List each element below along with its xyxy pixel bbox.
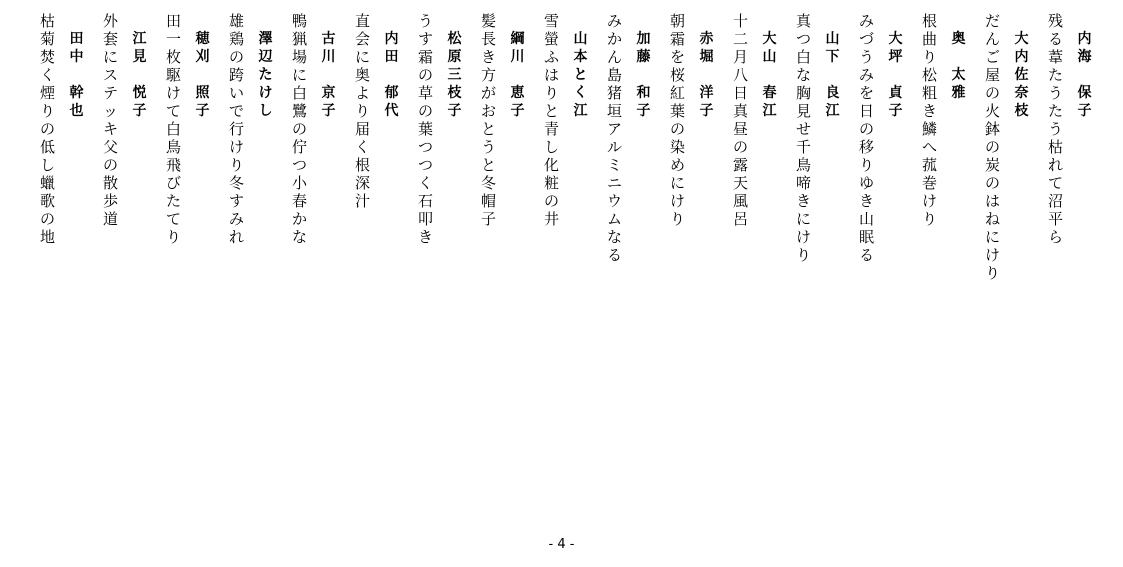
haiku-author: 大 山 春 江 <box>762 31 777 119</box>
haiku-author: 綱 川 恵 子 <box>510 31 525 119</box>
haiku-entry <box>33 12 91 282</box>
haiku-entry <box>474 12 532 282</box>
haiku-poem: 雪 螢 ふ は り と 青 し 化 粧 の 井 <box>543 12 559 228</box>
page-number: - 4 - <box>548 537 575 552</box>
haiku-entry <box>222 12 280 282</box>
haiku-author: 澤 辺 た け し <box>258 31 273 119</box>
haiku-entry <box>159 12 217 282</box>
haiku-author: 松 原 三 枝 子 <box>447 31 462 119</box>
haiku-poem: 外 套 に ス テ ッ キ 父 の 散 歩 道 <box>102 12 118 228</box>
haiku-poem: 直 会 に 奥 よ り 届 く 根 深 汁 <box>354 12 370 210</box>
haiku-poem: 枯 菊 焚 く 煙 り の 低 し 蠟 歌 の 地 <box>39 12 55 246</box>
haiku-entry <box>663 12 721 282</box>
haiku-entry <box>1041 12 1099 282</box>
haiku-poem: 残 る 葦 た う た う 枯 れ て 沼 平 ら <box>1047 12 1063 246</box>
haiku-entry <box>285 12 343 282</box>
haiku-poem: 鴨 猟 場 に 白 鷺 の 佇 つ 小 春 か な <box>291 12 307 246</box>
haiku-entry <box>348 12 406 282</box>
haiku-author: 山 下 良 江 <box>825 31 840 119</box>
haiku-author: 古 川 京 子 <box>321 31 336 119</box>
haiku-entry <box>789 12 847 282</box>
haiku-poem: 朝 霜 を 桜 紅 葉 の 染 め に け り <box>669 12 685 228</box>
haiku-entry <box>915 12 973 282</box>
haiku-poem: 根 曲 り 松 粗 き 鱗 へ 菰 巻 け り <box>921 12 937 228</box>
haiku-poem: 十 二 月 八 日 真 昼 の 露 天 風 呂 <box>732 12 748 228</box>
haiku-poem: み づ う み を 日 の 移 り ゆ き 山 眠 る <box>858 12 874 264</box>
haiku-entry <box>600 12 658 282</box>
haiku-author: 内 海 保 子 <box>1077 31 1092 119</box>
haiku-poem: 雄 鶏 の 跨 い で 行 け り 冬 す み れ <box>228 12 244 246</box>
haiku-entry <box>852 12 910 282</box>
haiku-poem: 田 一 枚 駆 け て 白 鳥 飛 び た て り <box>165 12 181 246</box>
haiku-author: 山 本 と く 江 <box>573 31 588 119</box>
haiku-columns <box>30 12 1099 282</box>
haiku-author: 大 坪 貞 子 <box>888 31 903 119</box>
haiku-author: 大 内 佐 奈 枝 <box>1014 31 1029 119</box>
haiku-author: 赤 堀 洋 子 <box>699 31 714 119</box>
haiku-entry <box>726 12 784 282</box>
haiku-author: 内 田 郁 代 <box>384 31 399 119</box>
haiku-author: 江 見 悦 子 <box>132 31 147 119</box>
haiku-poem: 髪 長 き 方 が お と う と 冬 帽 子 <box>480 12 496 228</box>
haiku-entry <box>411 12 469 282</box>
haiku-entry <box>96 12 154 282</box>
haiku-author: 田 中 幹 也 <box>69 31 84 119</box>
haiku-poem: 真 つ 白 な 胸 見 せ 千 鳥 啼 き に け り <box>795 12 811 264</box>
haiku-poem: み か ん 島 猪 垣 ア ル ミ ニ ウ ム な る <box>606 12 622 264</box>
haiku-poem: う す 霜 の 草 の 葉 つ つ く 石 叩 き <box>417 12 433 246</box>
haiku-entry <box>978 12 1036 282</box>
haiku-entry <box>537 12 595 282</box>
haiku-author: 奥 太 雅 <box>951 31 966 101</box>
haiku-author: 穂 刈 照 子 <box>195 31 210 119</box>
haiku-author: 加 藤 和 子 <box>636 31 651 119</box>
haiku-poem: だ ん ご 屋 の 火 鉢 の 炭 の は ね に け り <box>984 12 1000 282</box>
